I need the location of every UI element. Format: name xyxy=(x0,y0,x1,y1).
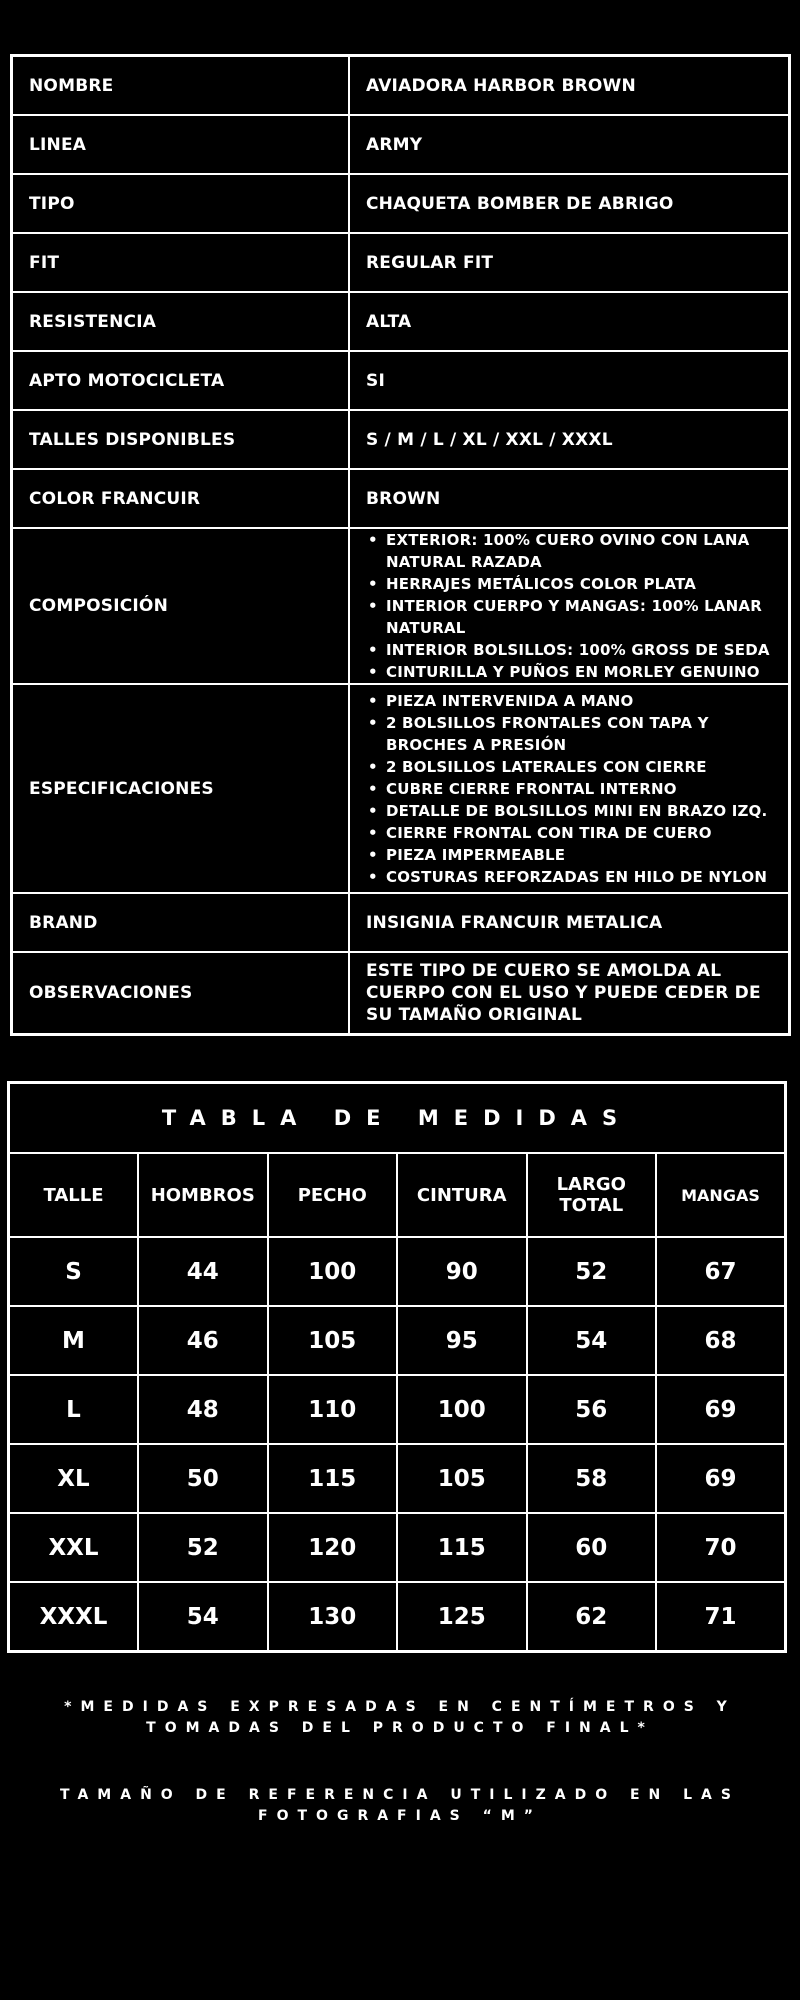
spec-row xyxy=(12,174,790,233)
table-cell: 69 xyxy=(656,1444,786,1513)
table-cell: 44 xyxy=(138,1237,268,1306)
brand-row xyxy=(12,893,790,952)
table-cell: 56 xyxy=(527,1375,657,1444)
table-cell: 90 xyxy=(397,1237,527,1306)
column-header: MANGAS xyxy=(656,1153,786,1237)
spec-row xyxy=(12,351,790,410)
list-item: • HERRAJES METÁLICOS COLOR PLATA xyxy=(386,573,772,595)
observaciones-value: ESTE TIPO DE CUERO SE AMOLDA AL CUERPO CON EL USO Y PUEDE CEDER DE SU TAMAÑO ORIGINAL xyxy=(349,952,790,1035)
table-cell: 100 xyxy=(397,1375,527,1444)
spec-label: FIT xyxy=(12,233,350,292)
size-table-header xyxy=(9,1153,786,1237)
composicion-row xyxy=(12,528,790,684)
table-cell: 54 xyxy=(138,1582,268,1652)
table-row xyxy=(9,1237,786,1306)
observaciones-row xyxy=(12,952,790,1035)
spec-value: REGULAR FIT xyxy=(349,233,790,292)
spec-label: TIPO xyxy=(12,174,350,233)
brand-value: INSIGNIA FRANCUIR METALICA xyxy=(349,893,790,952)
list-item: • INTERIOR BOLSILLOS: 100% GROSS DE SEDA xyxy=(386,639,772,661)
table-cell: XXL xyxy=(9,1513,139,1582)
table-cell: 120 xyxy=(268,1513,398,1582)
spec-row xyxy=(12,410,790,469)
list-item: • CINTURILLA Y PUÑOS EN MORLEY GENUINO xyxy=(386,661,772,683)
spec-row xyxy=(12,115,790,174)
spec-label: NOMBRE xyxy=(12,56,350,116)
table-cell: 100 xyxy=(268,1237,398,1306)
spec-label: APTO MOTOCICLETA xyxy=(12,351,350,410)
size-table-title-row xyxy=(9,1083,786,1154)
list-item: • CIERRE FRONTAL CON TIRA DE CUERO xyxy=(386,822,772,844)
spec-value: BROWN xyxy=(349,469,790,528)
table-cell: 52 xyxy=(527,1237,657,1306)
size-table-title: TABLA DE MEDIDAS xyxy=(9,1083,786,1154)
column-header: CINTURA xyxy=(397,1153,527,1237)
table-cell: 67 xyxy=(656,1237,786,1306)
spec-value: ALTA xyxy=(349,292,790,351)
table-cell: 70 xyxy=(656,1513,786,1582)
table-cell: 48 xyxy=(138,1375,268,1444)
table-row xyxy=(9,1375,786,1444)
composicion-label: COMPOSICIÓN xyxy=(12,528,350,684)
table-cell: 68 xyxy=(656,1306,786,1375)
especificaciones-label: ESPECIFICACIONES xyxy=(12,684,350,893)
table-cell: 62 xyxy=(527,1582,657,1652)
table-cell: 115 xyxy=(397,1513,527,1582)
table-cell: 110 xyxy=(268,1375,398,1444)
table-cell: 69 xyxy=(656,1375,786,1444)
table-cell: 95 xyxy=(397,1306,527,1375)
list-item: • INTERIOR CUERPO Y MANGAS: 100% LANAR NATURAL xyxy=(386,595,772,639)
spec-label: TALLES DISPONIBLES xyxy=(12,410,350,469)
measures-note: *MEDIDAS EXPRESADAS EN CENTÍMETROS Y TOMADAS DEL PRODUCTO FINAL* xyxy=(64,1699,736,1736)
spec-row xyxy=(12,469,790,528)
table-cell: 105 xyxy=(268,1306,398,1375)
table-cell: 130 xyxy=(268,1582,398,1652)
table-cell: XL xyxy=(9,1444,139,1513)
spec-row xyxy=(12,292,790,351)
composicion-list xyxy=(366,529,772,683)
especificaciones-list xyxy=(366,690,772,888)
list-item: • 2 BOLSILLOS FRONTALES CON TAPA Y BROCHES A PRESIÓN xyxy=(386,712,772,756)
list-item: • CUBRE CIERRE FRONTAL INTERNO xyxy=(386,778,772,800)
spec-label: LINEA xyxy=(12,115,350,174)
list-item: • PIEZA INTERVENIDA A MANO xyxy=(386,690,772,712)
spec-row xyxy=(12,233,790,292)
table-cell: 50 xyxy=(138,1444,268,1513)
list-item: • COSTURAS REFORZADAS EN HILO DE NYLON xyxy=(386,866,772,888)
spec-value: ARMY xyxy=(349,115,790,174)
table-row xyxy=(9,1306,786,1375)
table-row xyxy=(9,1444,786,1513)
spec-value: CHAQUETA BOMBER DE ABRIGO xyxy=(349,174,790,233)
table-cell: S xyxy=(9,1237,139,1306)
table-cell: L xyxy=(9,1375,139,1444)
list-item: • DETALLE DE BOLSILLOS MINI EN BRAZO IZQ. xyxy=(386,800,772,822)
reference-size-note: TAMAÑO DE REFERENCIA UTILIZADO EN LAS FOTOGRAFIAS “M” xyxy=(60,1787,740,1824)
table-cell: 46 xyxy=(138,1306,268,1375)
column-header: HOMBROS xyxy=(138,1153,268,1237)
spec-label: RESISTENCIA xyxy=(12,292,350,351)
spec-row xyxy=(12,56,790,116)
table-cell: 60 xyxy=(527,1513,657,1582)
table-cell: 54 xyxy=(527,1306,657,1375)
especificaciones-value xyxy=(349,684,790,893)
observaciones-label: OBSERVACIONES xyxy=(12,952,350,1035)
spec-value: S / M / L / XL / XXL / XXXL xyxy=(349,410,790,469)
spec-value: SI xyxy=(349,351,790,410)
spec-table xyxy=(10,54,791,1036)
table-cell: 105 xyxy=(397,1444,527,1513)
table-cell: 58 xyxy=(527,1444,657,1513)
table-row xyxy=(9,1582,786,1652)
column-header: LARGO TOTAL xyxy=(527,1153,657,1237)
column-header: TALLE xyxy=(9,1153,139,1237)
table-cell: 52 xyxy=(138,1513,268,1582)
table-cell: M xyxy=(9,1306,139,1375)
brand-label: BRAND xyxy=(12,893,350,952)
size-table xyxy=(7,1081,787,1653)
list-item: • 2 BOLSILLOS LATERALES CON CIERRE xyxy=(386,756,772,778)
list-item: • PIEZA IMPERMEABLE xyxy=(386,844,772,866)
spec-label: COLOR FRANCUIR xyxy=(12,469,350,528)
especificaciones-row xyxy=(12,684,790,893)
composicion-value xyxy=(349,528,790,684)
table-cell: 125 xyxy=(397,1582,527,1652)
column-header: PECHO xyxy=(268,1153,398,1237)
list-item: • EXTERIOR: 100% CUERO OVINO CON LANA NATURAL RAZADA xyxy=(386,529,772,573)
table-cell: 115 xyxy=(268,1444,398,1513)
table-cell: 71 xyxy=(656,1582,786,1652)
table-cell: XXXL xyxy=(9,1582,139,1652)
table-row xyxy=(9,1513,786,1582)
spec-value: AVIADORA HARBOR BROWN xyxy=(349,56,790,116)
